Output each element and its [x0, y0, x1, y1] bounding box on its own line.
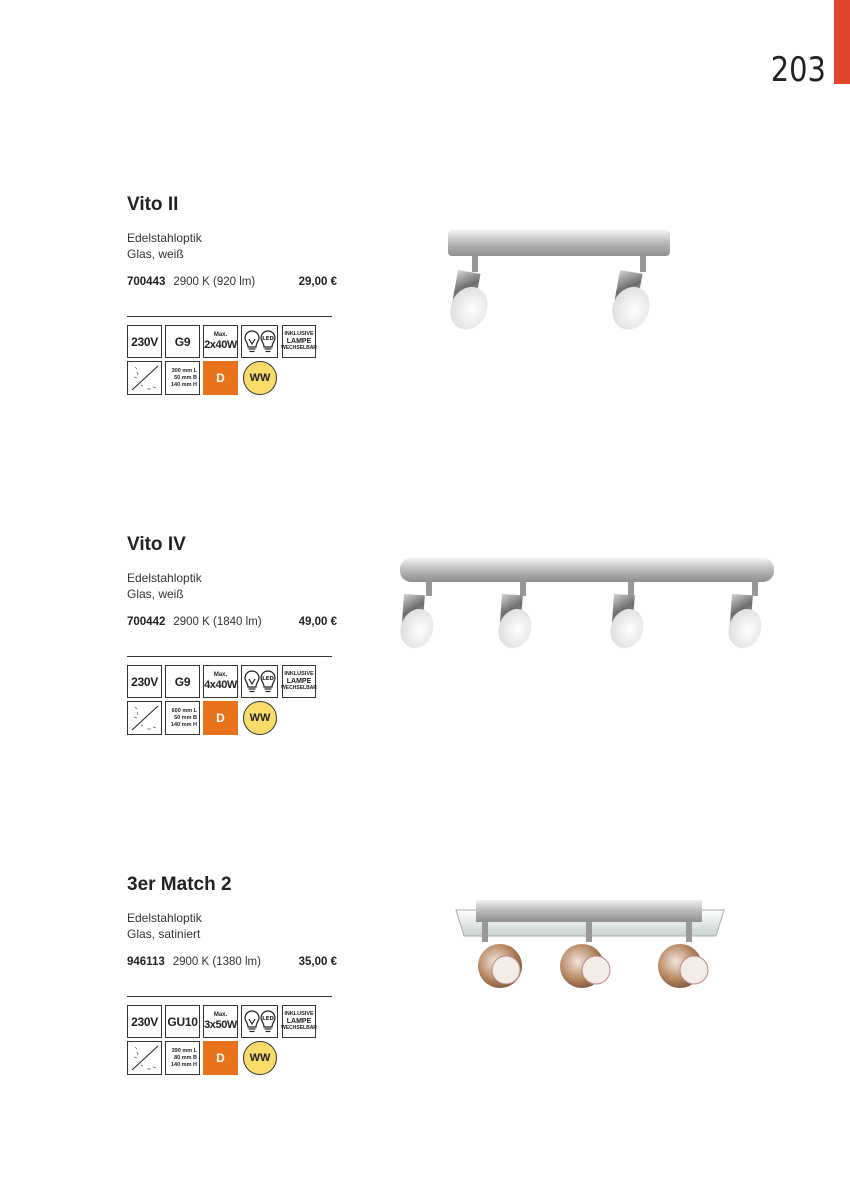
dimension-length: 390 mm L [171, 1047, 197, 1054]
dimension-height: 140 mm H [171, 381, 197, 388]
svg-text:LED: LED [261, 675, 274, 682]
product-title: 3er Match 2 [127, 874, 232, 895]
max-label: Max. [213, 1012, 228, 1018]
description-line: Glas, weiß [127, 247, 184, 261]
bulb-type-badge [241, 325, 278, 358]
led-bulb-icon [261, 1011, 275, 1032]
voltage-label: 230V [131, 334, 158, 349]
energy-class-badge [203, 701, 238, 735]
divider [127, 656, 332, 657]
max-value: 3x50W [204, 1019, 237, 1031]
badge-line: LAMPE [286, 678, 312, 685]
svg-text:LED: LED [261, 1015, 274, 1022]
light-spec: 2900 K (1840 lm) [173, 616, 262, 628]
badge-line: LAMPE [286, 338, 312, 345]
description-line: Glas, satiniert [127, 927, 201, 941]
dimensions-badge [165, 701, 200, 735]
badge-line: WECHSELBAR [281, 685, 317, 691]
description-line: Glas, weiß [127, 587, 184, 601]
description-line: Edelstahloptik [127, 231, 202, 245]
light-color-label: WW [249, 712, 271, 724]
voltage-badge [127, 665, 162, 698]
halogen-bulb-icon [245, 671, 259, 692]
voltage-badge [127, 325, 162, 358]
order-line [127, 956, 337, 972]
max-label: Max. [213, 672, 228, 678]
dimension-width: 80 mm B [174, 1054, 197, 1061]
dimensions-icon [127, 1041, 162, 1075]
max-label: Max. [213, 332, 228, 338]
order-line [127, 616, 337, 632]
halogen-bulb-icon [245, 331, 259, 352]
article-number: 700443 [127, 276, 166, 288]
order-line [127, 276, 337, 292]
voltage-badge [127, 1005, 162, 1038]
product-title: Vito IV [127, 534, 186, 555]
badge-line: WECHSELBAR [281, 1025, 317, 1031]
badge-line: WECHSELBAR [281, 345, 317, 351]
dimension-height: 140 mm H [171, 1061, 197, 1068]
bulb-type-badge [241, 1005, 278, 1038]
energy-class: D [216, 1051, 225, 1065]
product-title: Vito II [127, 194, 179, 215]
badge-line: INKLUSIVE [284, 1011, 314, 1017]
light-color-label: WW [249, 372, 271, 384]
energy-class: D [216, 711, 225, 725]
dimensions-icon [127, 361, 162, 395]
product-photo-vito-iv [384, 554, 800, 654]
badge-line: LAMPE [286, 1018, 312, 1025]
warm-white-badge [243, 701, 277, 735]
page-tab-marker [834, 0, 850, 84]
description-line: Edelstahloptik [127, 571, 202, 585]
voltage-label: 230V [131, 1014, 158, 1029]
article-number: 946113 [127, 956, 165, 968]
divider [127, 316, 332, 317]
energy-class-badge [203, 361, 238, 395]
divider [127, 996, 332, 997]
socket-label: G9 [174, 334, 191, 349]
included-lamp-badge [282, 1005, 316, 1038]
product-photo-3er-match-2 [452, 894, 728, 1000]
included-lamp-badge [282, 325, 316, 358]
socket-label: GU10 [167, 1014, 198, 1029]
badge-line: INKLUSIVE [284, 671, 314, 677]
dimensions-icon [127, 701, 162, 735]
warm-white-badge [243, 1041, 277, 1075]
article-number: 700442 [127, 616, 166, 628]
price: 29,00 € [298, 276, 337, 288]
max-value: 2x40W [204, 339, 237, 351]
price: 35,00 € [298, 956, 337, 968]
dimension-width: 50 mm B [174, 714, 197, 721]
svg-text:LED: LED [261, 335, 274, 342]
energy-class: D [216, 371, 225, 385]
max-wattage-badge [203, 665, 238, 698]
description-line: Edelstahloptik [127, 911, 202, 925]
socket-badge [165, 665, 200, 698]
led-bulb-icon [261, 331, 275, 352]
energy-class-badge [203, 1041, 238, 1075]
warm-white-badge [243, 361, 277, 395]
product-section [0, 194, 850, 524]
page-number: 203 [770, 50, 826, 90]
max-wattage-badge [203, 1005, 238, 1038]
badge-line: INKLUSIVE [284, 331, 314, 337]
dimension-length: 300 mm L [171, 367, 197, 374]
light-spec: 2900 K (1380 lm) [172, 956, 261, 968]
socket-badge [165, 1005, 200, 1038]
included-lamp-badge [282, 665, 316, 698]
dimensions-badge [165, 1041, 200, 1075]
dimension-width: 50 mm B [174, 374, 197, 381]
voltage-label: 230V [131, 674, 158, 689]
light-spec: 2900 K (920 lm) [173, 276, 256, 288]
product-description [127, 230, 202, 262]
product-description [127, 570, 202, 602]
dimension-height: 140 mm H [171, 721, 197, 728]
max-value: 4x40W [204, 679, 237, 691]
dimension-length: 600 mm L [171, 707, 197, 714]
led-bulb-icon [261, 671, 275, 692]
product-description [127, 910, 202, 942]
max-wattage-badge [203, 325, 238, 358]
light-color-label: WW [249, 1052, 271, 1064]
price: 49,00 € [298, 616, 337, 628]
dimensions-badge [165, 361, 200, 395]
socket-label: G9 [174, 674, 191, 689]
halogen-bulb-icon [245, 1011, 259, 1032]
product-photo-vito-ii [440, 226, 680, 342]
bulb-type-badge [241, 665, 278, 698]
socket-badge [165, 325, 200, 358]
